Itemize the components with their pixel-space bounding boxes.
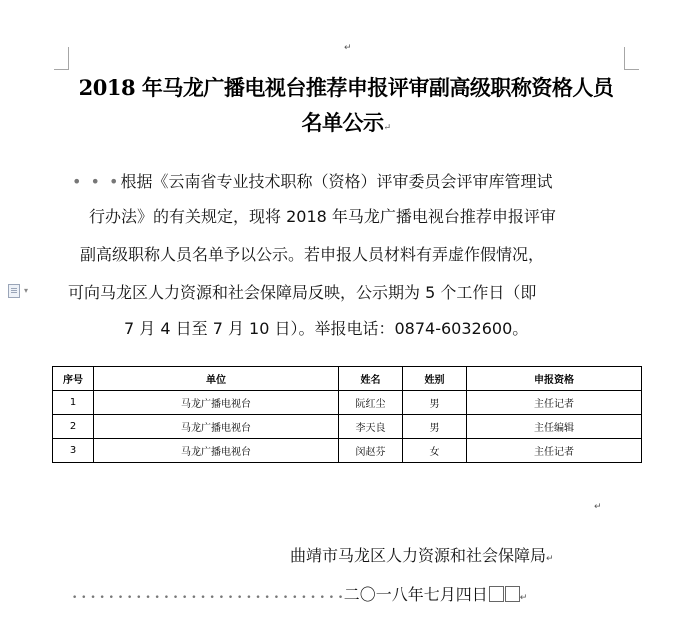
roster-table bbox=[52, 366, 642, 463]
signature-date: 二〇一八年七月四日 bbox=[343, 585, 488, 604]
body-line-5: 7 月 4 日至 7 月 10 日）。举报电话：0874-6032600。 bbox=[124, 319, 529, 338]
cell-index: 3 bbox=[53, 439, 94, 463]
header-gender: 姓别 bbox=[403, 367, 467, 391]
signature-date-line: • • • • • • • • • • • • • • • • • • • • • • • • • • • • • •二〇一八年七月四日 ↵ bbox=[72, 585, 528, 604]
cell-name: 李天良 bbox=[339, 415, 403, 439]
signature-org: 曲靖市马龙区人力资源和社会保障局↵ bbox=[290, 546, 554, 565]
table-header-row bbox=[53, 367, 642, 391]
crop-mark-top-left bbox=[54, 47, 69, 70]
cell-gender: 女 bbox=[403, 439, 467, 463]
body-line-3: 副高级职称人员名单予以公示。若申报人员材料有弄虚作假情况， bbox=[80, 245, 545, 264]
cell-name: 阮红尘 bbox=[339, 391, 403, 415]
header-qualification: 申报资格 bbox=[467, 367, 642, 391]
cell-index: 2 bbox=[53, 415, 94, 439]
header-index: 序号 bbox=[53, 367, 94, 391]
placeholder-box bbox=[505, 586, 520, 602]
table-row bbox=[53, 391, 642, 415]
cell-qualification: 主任记者 bbox=[467, 391, 642, 415]
document-title-line1: 2018 年马龙广播电视台推荐申报评审副高级职称资格人员 bbox=[78, 75, 614, 100]
cell-gender: 男 bbox=[403, 415, 467, 439]
body-line-2: 行办法》的有关规定，现将 2018 年马龙广播电视台推荐申报评审 bbox=[89, 207, 556, 226]
body-line-4: 可向马龙区人力资源和社会保障局反映，公示期为 5 个工作日（即 bbox=[68, 283, 537, 302]
date-leader-dots: • • • • • • • • • • • • • • • • • • • • • • • • • • • • • • bbox=[72, 593, 344, 603]
chevron-down-icon[interactable]: ▾ bbox=[24, 286, 29, 295]
table-row bbox=[53, 439, 642, 463]
placeholder-box bbox=[489, 586, 504, 602]
cell-index: 1 bbox=[53, 391, 94, 415]
header-unit: 单位 bbox=[94, 367, 339, 391]
paragraph-options-icon[interactable] bbox=[8, 284, 20, 298]
crop-mark-top-right bbox=[624, 47, 639, 70]
cell-unit: 马龙广播电视台 bbox=[94, 439, 339, 463]
cell-unit: 马龙广播电视台 bbox=[94, 415, 339, 439]
indent-dots: • • • bbox=[72, 172, 121, 191]
cell-gender: 男 bbox=[403, 391, 467, 415]
table-row bbox=[53, 415, 642, 439]
cell-name: 闵赵芬 bbox=[339, 439, 403, 463]
cell-qualification: 主任编辑 bbox=[467, 415, 642, 439]
header-name: 姓名 bbox=[339, 367, 403, 391]
body-line-1: • • •根据《云南省专业技术职称（资格）评审委员会评审库管理试 bbox=[72, 172, 553, 191]
paragraph-mark: ↵ bbox=[344, 43, 352, 53]
paragraph-mark: ↵ bbox=[594, 502, 602, 512]
document-title-line2: 名单公示↵ bbox=[301, 110, 391, 135]
cell-unit: 马龙广播电视台 bbox=[94, 391, 339, 415]
cell-qualification: 主任记者 bbox=[467, 439, 642, 463]
